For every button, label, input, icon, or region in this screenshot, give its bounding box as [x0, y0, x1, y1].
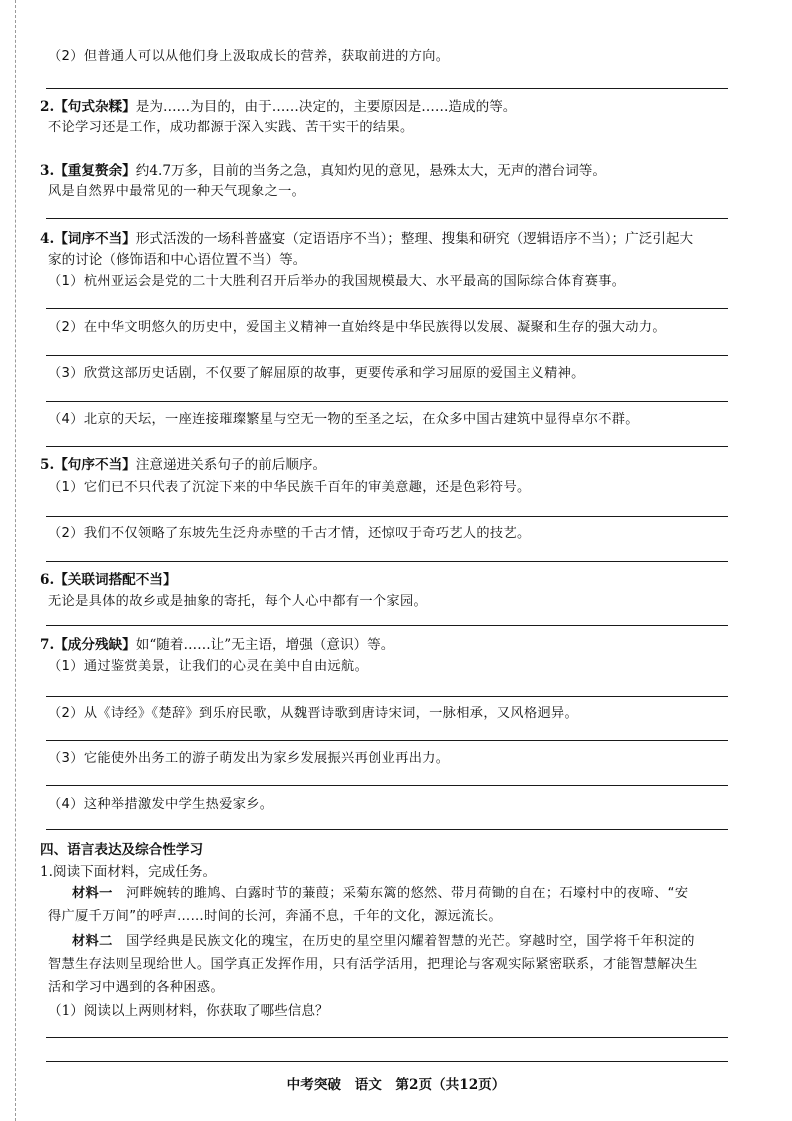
answer-line — [46, 785, 728, 786]
line-text: 四、语言表达及综合性学习 — [40, 842, 204, 858]
line-text: （4）这种举措激发中学生热爱家乡。 — [48, 797, 274, 812]
item-heading: 【句序不当】 — [54, 457, 136, 473]
line-text: 注意递进关系句子的前后顺序。 — [135, 457, 327, 473]
line-text: 是为……为目的，由于……决定的，主要原因是……造成的等。 — [135, 99, 517, 115]
item-number: 3. — [40, 163, 55, 179]
text-line — [48, 410, 639, 430]
answer-line — [46, 401, 728, 402]
text-line — [40, 932, 695, 952]
line-text: 河畔婉转的雎鸠、白露时节的蒹葭；采菊东篱的悠然、带月荷锄的自在；石壕村中的夜啼、“安 — [112, 886, 689, 901]
answer-line — [46, 625, 728, 626]
part-heading — [40, 840, 203, 860]
answer-line — [46, 740, 728, 741]
item-heading: 【成分残缺】 — [54, 637, 136, 653]
text-line — [48, 318, 666, 338]
text-line — [48, 250, 306, 270]
material-label: 材料一 — [72, 886, 113, 901]
answer-line — [46, 308, 728, 309]
line-text: （2）我们不仅领略了东坡先生泛舟赤壁的千古才情，还惊叹于奇巧艺人的技艺。 — [48, 526, 531, 541]
section-heading — [40, 161, 606, 181]
line-text: 风是自然界中最常见的一种天气现象之一。 — [48, 184, 306, 199]
text-line — [48, 1001, 329, 1021]
line-text: 家的讨论（修饰语和中心语位置不当）等。 — [48, 252, 307, 268]
line-text: （3）欣赏这部历史话剧，不仅要了解屈原的故事，更要传承和学习屈原的爱国主义精神。 — [48, 366, 585, 381]
line-text: （1）杭州亚运会是党的二十大胜利召开后举办的我国规模最大、水平最高的国际综合体育赛事。 — [48, 274, 626, 289]
line-text: 得广厦千万间”的呼声……时间的长河，奔涌不息，千年的文化，源远流长。 — [48, 909, 502, 924]
page-footer: 中考突破 语文 第2页（共12页） — [286, 1077, 506, 1093]
item-number: 5. — [40, 457, 55, 473]
section-heading — [40, 229, 693, 249]
answer-line — [46, 516, 728, 517]
answer-line — [46, 446, 728, 447]
line-text: 如“随着……让”无主语，增强（意识）等。 — [135, 637, 395, 653]
answer-line — [46, 88, 728, 89]
line-text: （1）通过鉴赏美景，让我们的心灵在美中自由远航。 — [48, 659, 369, 674]
item-number: 4. — [40, 231, 55, 247]
text-line — [48, 592, 427, 612]
section-heading — [40, 570, 177, 590]
answer-line — [46, 1061, 728, 1062]
line-text: （1）阅读以上两则材料，你获取了哪些信息？ — [48, 1003, 329, 1019]
text-line — [48, 704, 578, 724]
line-text: 国学经典是民族文化的瑰宝，在历史的星空里闪耀着智慧的光芒。穿越时空，国学将千年积淀的 — [112, 934, 695, 949]
line-text: 活和学习中遇到的各种困惑。 — [48, 980, 224, 995]
section-heading — [40, 455, 326, 475]
line-text: （3）它能使外出务工的游子萌发出为家乡发展振兴再创业再出力。 — [48, 751, 450, 766]
line-text: 形式活泼的一场科普盛宴（定语语序不当）；整理、搜集和研究（逻辑语序不当）；广泛引起大 — [135, 231, 694, 247]
text-line — [48, 978, 224, 998]
answer-line — [46, 1037, 728, 1038]
text-line — [48, 272, 625, 292]
line-text: （1）它们已不只代表了沉淀下来的中华民族千百年的审美意趣，还是色彩符号。 — [48, 480, 531, 495]
item-number: 6. — [40, 572, 55, 588]
line-text: （4）北京的天坛，一座连接璀璨繁星与空无一物的至圣之坛，在众多中国古建筑中显得卓尔不群。 — [48, 412, 639, 427]
binding-dashed-line — [15, 0, 16, 1121]
text-line — [40, 862, 216, 882]
text-line — [48, 47, 449, 67]
section-heading — [40, 97, 516, 117]
text-line — [48, 657, 368, 677]
section-heading — [40, 635, 394, 655]
text-line — [48, 478, 531, 498]
text-line — [48, 182, 305, 202]
line-text: 不论学习还是工作，成功都源于深入实践、苦干实干的结果。 — [48, 120, 414, 135]
line-text: （2）在中华文明悠久的历史中，爱国主义精神一直始终是中华民族得以发展、凝聚和生存的强大动力。 — [48, 320, 666, 335]
text-line — [48, 749, 449, 769]
material-label: 材料二 — [72, 934, 113, 949]
answer-line — [46, 355, 728, 356]
text-line — [48, 795, 273, 815]
answer-line — [46, 696, 728, 697]
text-line — [48, 955, 698, 975]
line-text: （2）从《诗经》《楚辞》到乐府民歌，从魏晋诗歌到唐诗宋词，一脉相承，又风格迥异。 — [48, 706, 579, 721]
text-line — [48, 118, 414, 138]
line-text: （2）但普通人可以从他们身上汲取成长的营养，获取前进的方向。 — [48, 49, 450, 64]
line-text: 无论是具体的故乡或是抽象的寄托，每个人心中都有一个家园。 — [48, 594, 428, 609]
item-number: 7. — [40, 637, 55, 653]
text-line — [40, 884, 688, 904]
answer-line — [46, 561, 728, 562]
line-text: 智慧生存法则呈现给世人。国学真正发挥作用，只有活学活用，把理论与客观实际紧密联系，才能智慧解决生 — [48, 957, 698, 972]
text-line — [48, 524, 531, 544]
line-text: 1.阅读下面材料，完成任务。 — [40, 864, 217, 880]
text-line — [48, 364, 585, 384]
text-line — [48, 907, 502, 927]
answer-line — [46, 829, 728, 830]
item-heading: 【词序不当】 — [54, 231, 136, 247]
item-heading: 【重复赘余】 — [54, 163, 136, 179]
item-heading: 【句式杂糅】 — [54, 99, 136, 115]
item-number: 2. — [40, 99, 55, 115]
item-heading: 【关联词搭配不当】 — [54, 572, 177, 588]
answer-line — [46, 218, 728, 219]
line-text: 约4.7万多，目前的当务之急，真知灼见的意见，悬殊太大，无声的潜台词等。 — [135, 163, 606, 179]
